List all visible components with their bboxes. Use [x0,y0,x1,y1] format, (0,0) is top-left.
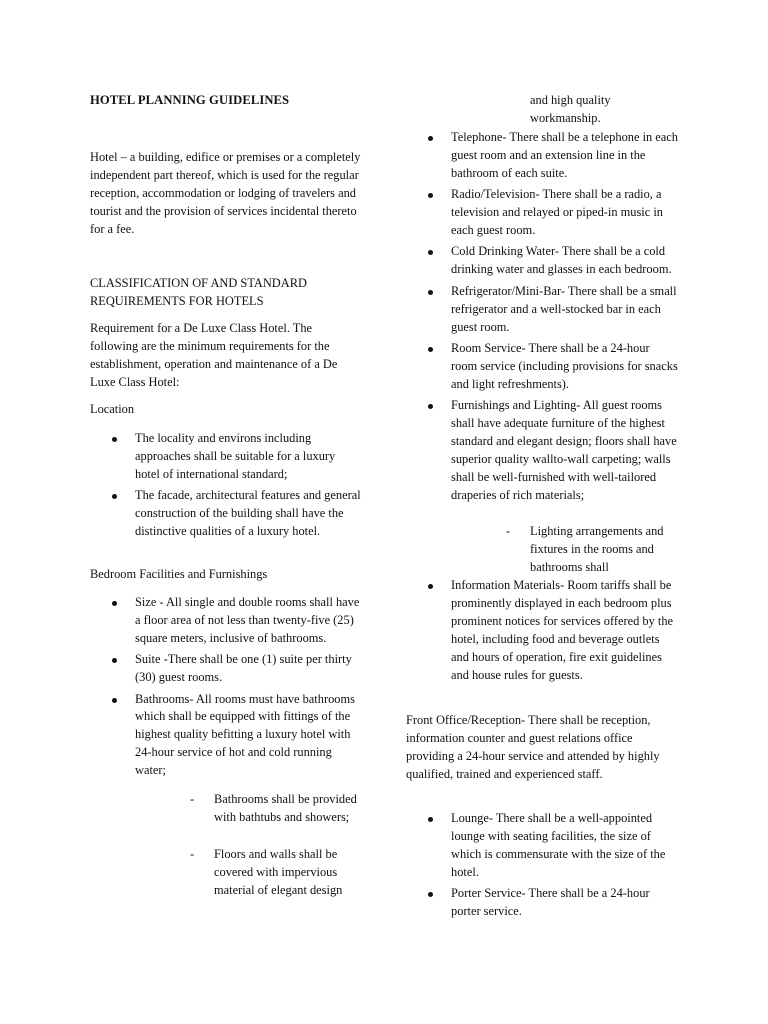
dash-icon: - [190,792,195,806]
list-item: Cold Drinking Water- There shall be a cold drinking water and glasses in each bedroom. [406,243,678,279]
section-heading: CLASSIFICATION OF AND STANDARD REQUIREMENTS FOR HOTELS [90,276,307,308]
location-heading: Location [90,402,135,416]
bedroom-heading: Bedroom Facilities and Furnishings [90,567,268,581]
dash-icon: - [506,524,511,538]
bullet-icon [428,817,433,822]
bullet-icon [428,250,433,255]
front-office-list [406,810,678,924]
location-list [90,430,362,544]
bullet-icon [428,584,433,589]
information-list [406,577,678,688]
list-item: Information Materials- Room tariffs shall be prominently displayed in each bedroom plus prominent notices for services offered by the hotel, including food and beverage outlets and hours of operation, fire exit guidelines and house rules for guests. [406,577,678,684]
bullet-icon [428,404,433,409]
front-office-paragraph: Front Office/Reception- There shall be reception, information counter and guest relations office providing a 24-hour service and attended by highly qualified, trained and experienced staff. [406,713,660,781]
bullet-icon [428,290,433,295]
list-item: Bathrooms- All rooms must have bathrooms which shall be equipped with fittings of the highest quality befitting a luxury hotel with 24-hour service of hot and cold running water; [90,691,362,781]
list-item: Size - All single and double rooms shall have a floor area of not less than twenty-five (25) square meters, inclusive of bathrooms. [90,594,362,648]
bullet-icon [112,698,117,703]
list-item: Radio/Television- There shall be a radio, a television and relayed or piped-in music in each guest room. [406,186,678,240]
list-item: Furnishings and Lighting- All guest rooms shall have adequate furniture of the highest standard and elegant design; floors shall have superior quality wallto-wall carpeting; walls shall be well-furnished with well-tailored draperies of rich materials; [406,397,678,504]
list-item: Porter Service- There shall be a 24-hour porter service. [406,885,678,921]
amenities-list [406,129,678,508]
dash-icon: - [190,847,195,861]
bullet-icon [428,193,433,198]
list-item: Lounge- There shall be a well-appointed lounge with seating facilities, the size of which is commensurate with the size of the hotel. [406,810,678,882]
hotel-definition: Hotel – a building, edifice or premises or a completely independent part thereof, which is used for the regular reception, accommodation or lodging of travelers and tourist and the provision of services incidental thereto for a fee. [90,150,361,236]
list-item: Room Service- There shall be a 24-hour room service (including provisions for snacks and light refreshments). [406,340,678,394]
bullet-icon [112,658,117,663]
document-title: HOTEL PLANNING GUIDELINES [90,93,290,107]
continuation-text: and high quality workmanship. [530,93,611,125]
bullet-icon [428,136,433,141]
bullet-icon [112,494,117,499]
bedroom-list [90,594,362,784]
intro-paragraph: Requirement for a De Luxe Class Hotel. The following are the minimum requirements for the establishment, operation and maintenance of a De Luxe Class Hotel: [90,321,338,389]
list-item: Refrigerator/Mini-Bar- There shall be a small refrigerator and a well-stocked bar in each guest room. [406,283,678,337]
bullet-icon [112,601,117,606]
list-item: The facade, architectural features and general construction of the building shall have the distinctive qualities of a luxury hotel. [90,487,362,541]
bullet-icon [428,892,433,897]
list-item: The locality and environs including approaches shall be suitable for a luxury hotel of international standard; [90,430,362,484]
list-item: Suite -There shall be one (1) suite per thirty (30) guest rooms. [90,651,362,687]
list-item: Telephone- There shall be a telephone in each guest room and an extension line in the bathroom of each suite. [406,129,678,183]
bullet-icon [112,437,117,442]
bullet-icon [428,347,433,352]
